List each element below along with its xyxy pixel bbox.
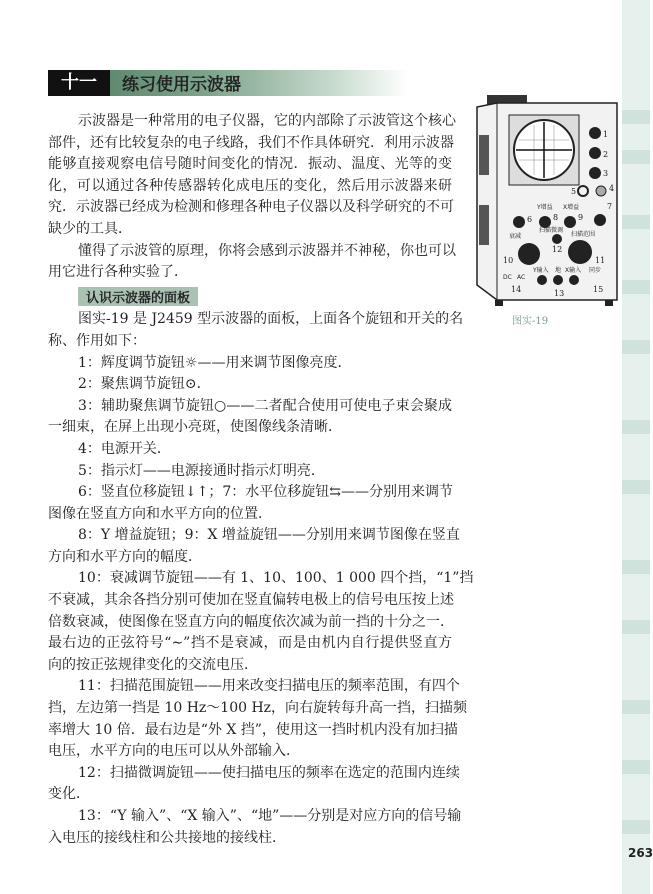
label-x-gain: X增益 [563, 204, 580, 211]
callout-13: 13 [554, 289, 565, 298]
text-line: 懂得了示波管的原理，你将会感到示波器并不神秘，你也可以 [78, 242, 456, 259]
text-line: 入电压的接线柱和公共接地的接线柱． [48, 829, 286, 846]
text-line: 方向和水平方向的幅度． [48, 548, 202, 565]
text-line: 10：衰减调节旋钮——有 1、10、100、1 000 四个挡，“1”挡 [78, 570, 474, 587]
text-line: 图实-19 是 J2459 型示波器的面板，上面各个旋钮和开关的名 [78, 311, 464, 328]
text-line: 最右边的正弦符号“∼”挡不是衰减，而是由机内自行提供竖直方 [48, 635, 452, 652]
text-line: 8：Y 增益旋钮；9：X 增益旋钮——分别用来调节图像在竖直 [78, 527, 460, 544]
text-line: 一细束，在屏上出现小亮斑，使图像线条清晰． [48, 419, 342, 436]
text-line: 化，可以通过各种传感器转化成电压的变化，然后用示波器来研 [48, 177, 452, 194]
text-line: 电压，水平方向的电压可以从外部输入． [48, 743, 300, 760]
callout-8: 8 [553, 213, 559, 222]
label-attenuation: 衰减 [509, 233, 522, 240]
section-number: 十一 [48, 70, 110, 96]
page-number: 263 [628, 846, 653, 860]
callout-7: 7 [607, 202, 613, 211]
text-line: 究．示波器已经成为检测和修理各种电子仪器以及科学研究的不可 [48, 199, 454, 216]
label-y-input: Y输入 [533, 267, 549, 274]
text-line: 不衰减，其余各挡分别可使加在竖直偏转电极上的信号电压按上述 [48, 592, 454, 609]
callout-3: 3 [603, 169, 609, 178]
text-line: 4：电源开关． [78, 440, 171, 457]
text-line: 3：辅助聚焦调节旋钮○——二者配合使用可使电子束会聚成 [78, 397, 452, 414]
label-x-input: X输入 [565, 267, 582, 274]
callout-5: 5 [571, 187, 577, 196]
callout-10: 10 [503, 256, 514, 265]
text-line: 13：“Y 输入”、“X 输入”、“地”——分别是对应方向的信号输 [78, 808, 462, 824]
text-line: 称、作用如下： [48, 332, 146, 349]
oscilloscope-figure [467, 95, 622, 310]
text-line: 图像在竖直方向和水平方向的位置． [48, 505, 272, 522]
text-line: 率增大 10 倍．最右边是“外 X 挡”，使用这一挡时机内没有加扫描 [48, 721, 458, 738]
label-ground: 地 [555, 267, 562, 274]
text-line: 用它进行各种实验了． [48, 264, 188, 281]
page-edge-decoration [622, 0, 650, 894]
text-line: 缺少的工具． [48, 220, 132, 237]
label-y-gain: Y增益 [537, 204, 553, 211]
section-title: 练习使用示波器 [122, 75, 241, 95]
callout-4: 4 [609, 184, 615, 193]
text-line: 部件，还有比较复杂的电子线路，我们不作具体研究．利用示波器 [48, 134, 454, 151]
label-sync: 同步 [589, 267, 602, 274]
callout-6: 6 [527, 215, 533, 224]
body-text [48, 111, 474, 849]
callout-12: 12 [552, 245, 563, 254]
text-line: 6：竖直位移旋钮↓↑；7：水平位移旋钮⇆——分别用来调节 [78, 484, 454, 501]
callout-14: 14 [511, 285, 522, 294]
callout-2: 2 [603, 150, 609, 159]
callout-9: 9 [578, 213, 584, 222]
label-sweep-range: 扫描范围 [571, 231, 596, 238]
text-line: 能够直接观察电信号随时间变化的情况．振动、温度、光等的变 [48, 156, 452, 173]
text-line: 挡，左边第一挡是 10 Hz～100 Hz，向右旋转每升高一挡，扫描频 [48, 700, 468, 717]
text-line: 倍数衰减，使图像在竖直方向的幅度依次减为前一挡的十分之一． [48, 613, 454, 630]
label-ac: AC [517, 274, 526, 281]
text-line: 向的按正弦规律变化的交流电压． [48, 656, 258, 673]
text-line: 1：辉度调节旋钮☼——用来调节图像亮度． [78, 354, 352, 371]
figure-caption: 图实-19 [512, 316, 549, 327]
callout-15: 15 [593, 285, 604, 294]
callout-1: 1 [603, 130, 609, 139]
label-dc: DC [503, 274, 512, 281]
label-sweep-fine: 扫描微调 [539, 227, 564, 234]
text-line: 11：扫描范围旋钮——用来改变扫描电压的频率范围，有四个 [78, 678, 460, 695]
callout-11: 11 [595, 256, 606, 265]
text-line: 2：聚焦调节旋钮⊙． [78, 376, 211, 393]
text-line: 示波器是一种常用的电子仪器，它的内部除了示波管这个核心 [78, 113, 456, 129]
text-line: 变化． [48, 786, 90, 803]
text-line: 12：扫描微调旋钮——使扫描电压的频率在选定的范围内连续 [78, 764, 460, 781]
subheading: 认识示波器的面板 [78, 287, 198, 306]
text-line: 5：指示灯——电源接通时指示灯明亮． [78, 462, 325, 479]
